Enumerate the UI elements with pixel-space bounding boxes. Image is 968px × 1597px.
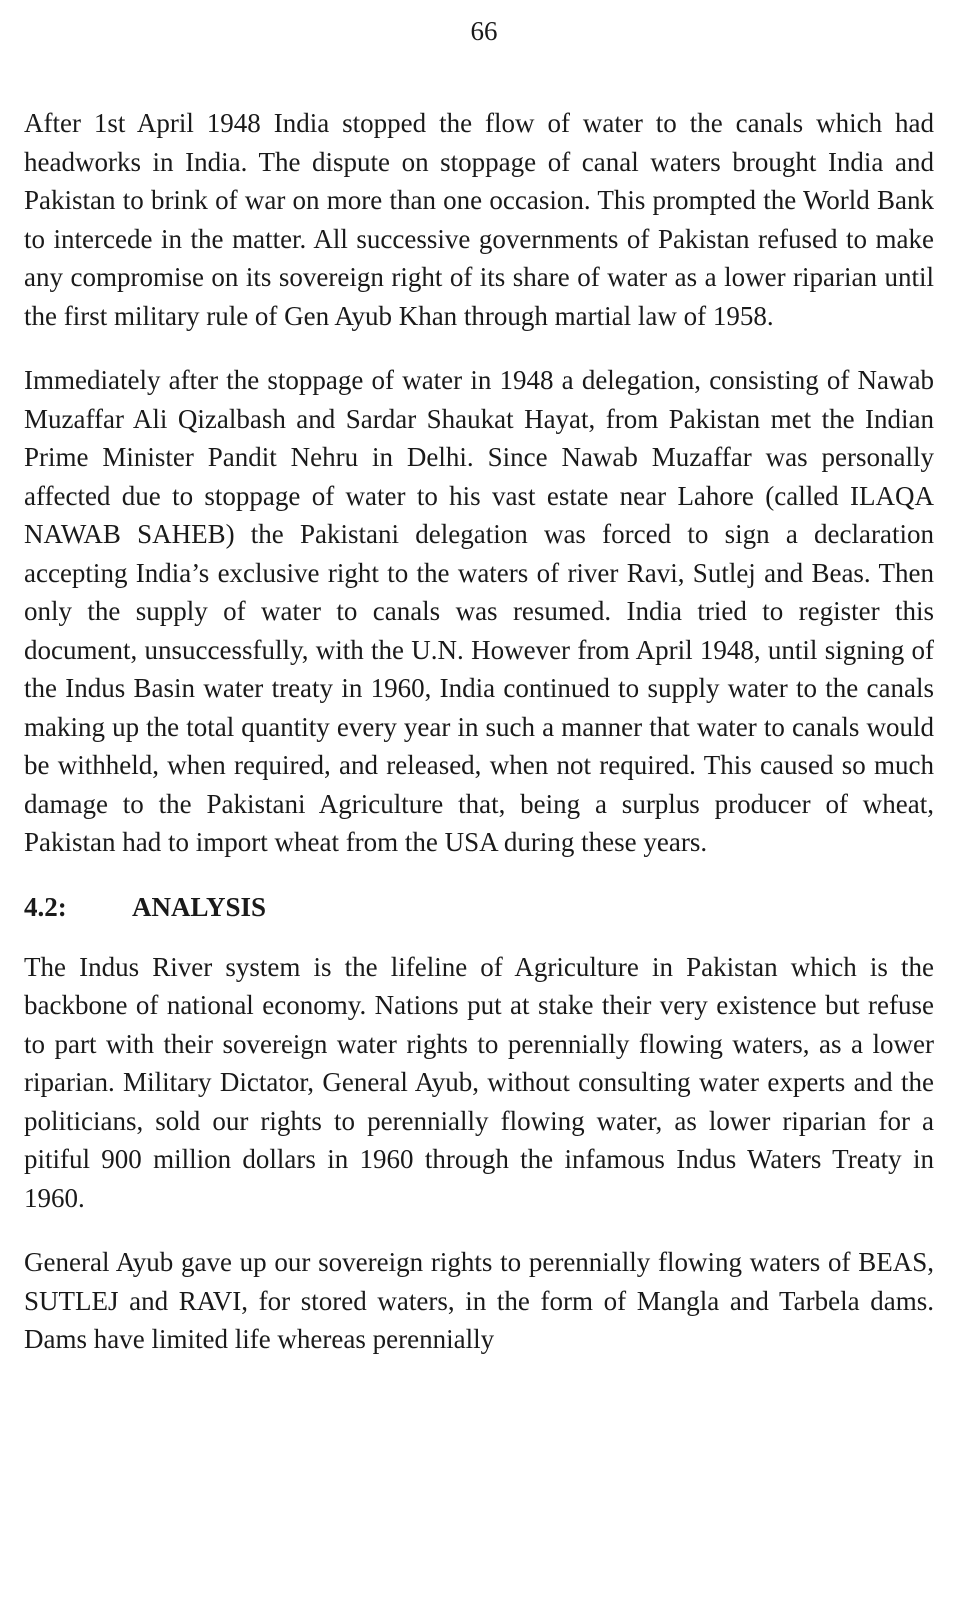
section-title: ANALYSIS: [132, 891, 267, 922]
paragraph-delegation: Immediately after the stoppage of water in 1948 a delegation, consisting of Nawab Muzaffar Ali Qizalbash and Sardar Shaukat Hayat, from Pakistan met the Indian Prime Minister Pandit Nehru in Delhi. Since Nawab Muzaffar was personally affected due to stoppage of water to his vast estate near Lahore (called ILAQA NAWAB SAHEB) the Pakistani delegation was forced to sign a declaration accepting India’s exclusive right to the waters of river Ravi, Sutlej and Beas. Then only the supply of water to canals was resumed. India tried to register this document, unsuccessfully, with the U.N. However from April 1948, until signing of the Indus Basin water treaty in 1960, India continued to supply water to the canals making up the total quantity every year in such a manner that water to canals would be withheld, when required, and released, when not required. This caused so much damage to the Pakistani Agriculture that, being a surplus producer of wheat, Pakistan had to import wheat from the USA during these years.: [24, 365, 934, 857]
paragraph-indus-system: The Indus River system is the lifeline of Agriculture in Pakistan which is the backbone of national economy. Nations put at stake their very existence but refuse to part with their sovereign water rights to perennially flowing waters, as a lower riparian. Military Dictator, General Ayub, without consulting water experts and the politicians, sold our rights to perennially flowing water, as lower riparian for a pitiful 900 million dollars in 1960 through the infamous Indus Waters Treaty in 1960.: [24, 951, 934, 1213]
paragraph-ayub-rights: General Ayub gave up our sovereign rights to perennially flowing waters of BEAS, SUTLEJ and RAVI, for stored waters, in the form of Mangla and Tarbela dams. Dams have limited life whereas perennially: [24, 1247, 934, 1354]
section-number: 4.2:: [24, 891, 67, 922]
section-heading: [24, 888, 934, 926]
page-body: [24, 104, 934, 1385]
page-number: 66: [470, 16, 498, 46]
paragraph-canal-stoppage: After 1st April 1948 India stopped the flow of water to the canals which had headworks in India. The dispute on stoppage of canal waters brought India and Pakistan to brink of war on more than one occasion. This prompted the World Bank to intercede in the matter. All successive governments of Pakistan refused to make any compromise on its sovereign right of its share of water as a lower riparian until the first military rule of Gen Ayub Khan through martial law of 1958.: [24, 108, 934, 331]
